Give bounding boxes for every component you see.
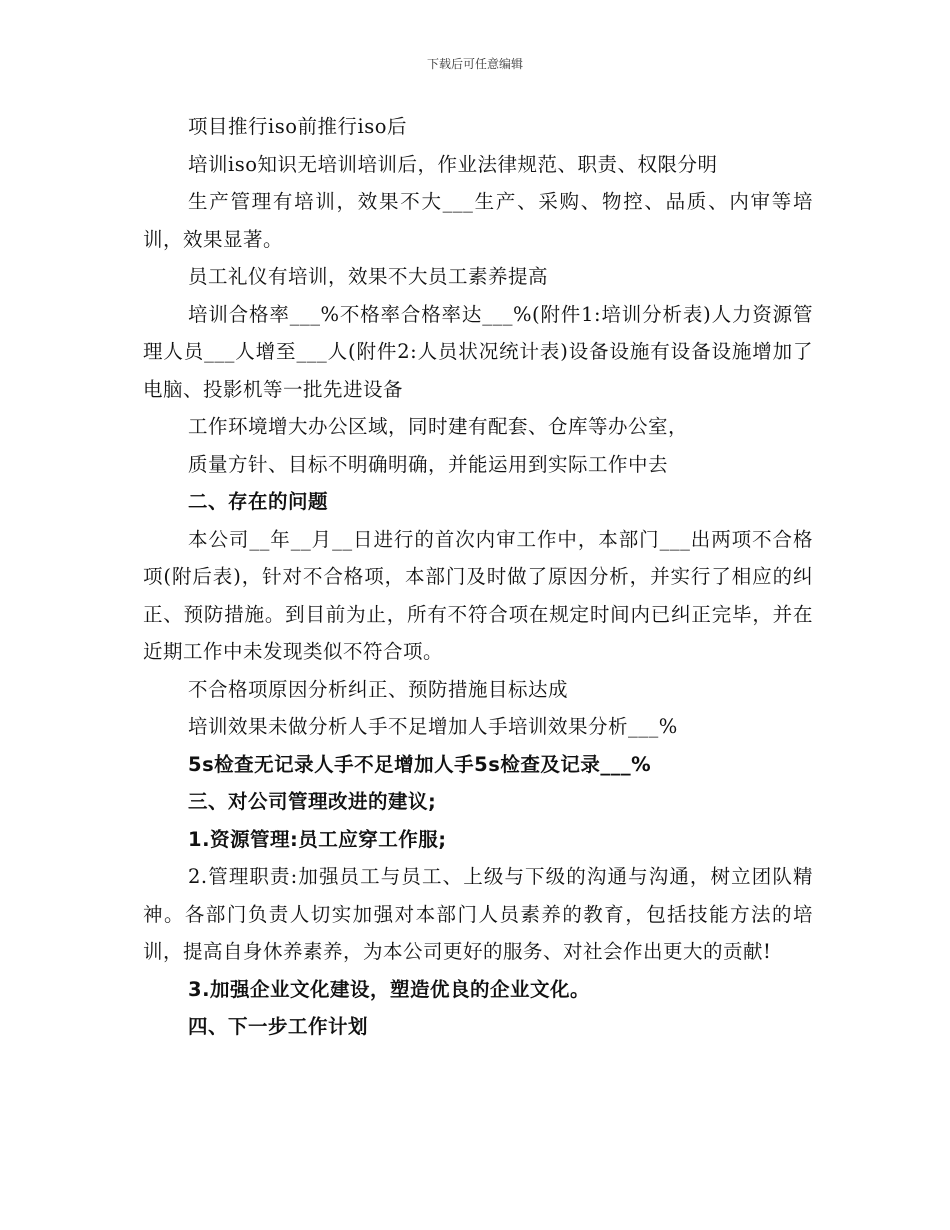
paragraph: 质量方针、目标不明确明确，并能运用到实际工作中去: [188, 452, 669, 476]
paragraph: 不合格项原因分析纠正、预防措施目标达成: [188, 677, 569, 701]
paragraph: 培训iso知识无培训培训后，作业法律规范、职责、权限分明: [188, 152, 718, 176]
section-heading: 三、对公司管理改进的建议;: [188, 790, 437, 813]
page-header: 下载后可任意编辑: [426, 57, 523, 71]
paragraph: 培训效果未做分析人手不足增加人手培训效果分析___%: [188, 715, 678, 738]
paragraph: 工作环境增大办公区域，同时建有配套、仓库等办公室，: [188, 415, 689, 438]
section-heading: 二、存在的问题: [188, 490, 329, 513]
paragraph: 项目推行iso前推行iso后: [188, 115, 407, 138]
paragraph-bold: 5s检查无记录人手不足增加人手5s检查及记录___%: [188, 752, 652, 776]
suggestion-item: 2.管理职责:加强员工与员工、上级与下级的沟通与沟通，树立团队精神。各部门负责人切实加强对本部门人员素养的教育，包括技能方法的培训，提高自身休养素养，为本公司更好的服务、对社会作出更大的贡献!: [143, 865, 813, 963]
paragraph: 培训合格率___%不格率合格率达___%(附件1:培训分析表)人力资源管理人员___人增至___人(附件2:人员状况统计表)设备设施有设备设施增加了电脑、投影机等一批先进设备: [143, 302, 813, 401]
section-heading: 四、下一步工作计划: [188, 1015, 369, 1038]
document-body: [143, 108, 813, 1046]
paragraph: 本公司__年__月__日进行的首次内审工作中，本部门___出两项不合格项(附后表)，针对不合格项，本部门及时做了原因分析，并实行了相应的纠正、预防措施。到目前为止，所有不符合项在规定时间内已纠正完毕，并在近期工作中未发现类似不符合项。: [143, 527, 813, 663]
suggestion-item: 3.加强企业文化建设，塑造优良的企业文化。: [188, 977, 590, 1001]
paragraph: 员工礼仪有培训，效果不大员工素养提高: [188, 265, 549, 288]
paragraph: 生产管理有培训，效果不大___生产、采购、物控、品质、内审等培训，效果显著。: [143, 190, 813, 251]
suggestion-item: 1.资源管理:员工应穿工作服;: [188, 827, 447, 851]
